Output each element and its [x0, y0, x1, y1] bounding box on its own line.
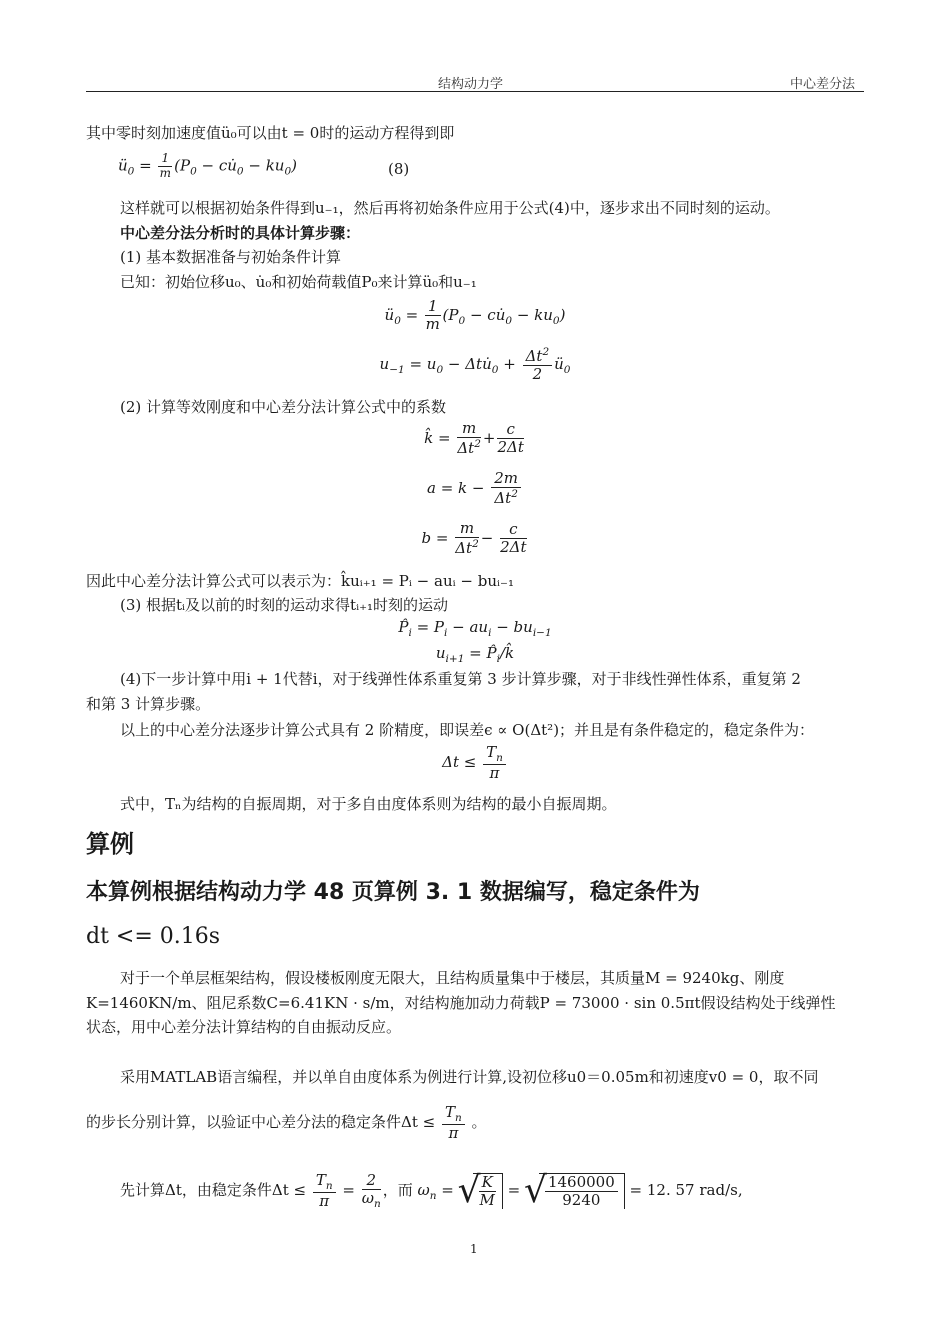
omega-value: = 12. 57 rad/s, — [629, 1181, 743, 1200]
fraction: $\frac{T_n}{\pi}$ — [442, 1104, 465, 1142]
text-line: 以上的中心差分法逐步计算公式具有 2 阶精度，即误差ϵ ∝ O(Δt²)；并且是有条件稳定的，稳定条件为： — [120, 721, 815, 739]
paragraph-line: 采用MATLAB语言编程，并以单自由度体系为例进行计算,设初位移u0＝0.05m和初速度v0 = 0，取不同 — [120, 1068, 819, 1086]
text-line: 这样就可以根据初始条件得到u₋₁，然后再将初始条件应用于公式(4)中，逐步求出不同时刻的运动。 — [120, 199, 780, 217]
equation-k-hat: k̂ = $\frac{m}{\Delta t^2}$ + $\frac{c}{2\Delta t}$ — [424, 419, 524, 458]
equation-8: $ü_0$ = $\frac{1}{m}$ ($P_0$ − $cu̇_0 - ku_0$) — [118, 151, 298, 180]
equation-b: b = $\frac{m}{\Delta t^2}$ − $\frac{c}{2\Delta t}$ — [421, 519, 527, 558]
section-heading: 中心差分法分析时的具体计算步骤： — [120, 224, 361, 242]
text-line: 式中，Tₙ为结构的自振周期，对于多自由度体系则为结构的最小自振周期。 — [120, 795, 617, 813]
text-line: 其中零时刻加速度值ü₀可以由t = 0时的运动方程得到即 — [86, 124, 455, 142]
paragraph-line: 的步长分别计算，以验证中心差分法的稳定条件Δt ≤ $\frac{T_n}{\pi}$ 。 — [86, 1103, 487, 1143]
equation-u-next: $u_{i+1}$ = $P̂_i/k̂$ — [435, 644, 515, 665]
step-2: (2) 计算等效刚度和中心差分法计算公式中的系数 — [120, 398, 447, 416]
equation: $ü_0$ = $\frac{1}{m}$ ($P_0$ − $cu̇_0 - ku_0$) — [384, 297, 566, 334]
heading-example: 算例 — [86, 830, 134, 858]
header-title: 结构动力学 — [438, 77, 504, 92]
equation: $u_{-1} = u_0$ − $\Delta tu̇_0$ + $\frac{\Delta t^2}{2}$ $ü_0$ — [379, 346, 571, 384]
text-line: 因此中心差分法计算公式可以表示为：k̂uᵢ₊₁ = Pᵢ − auᵢ − buᵢ₋₁ — [86, 572, 514, 590]
text-fragment: 的步长分别计算，以验证中心差分法的稳定条件Δt ≤ — [86, 1113, 436, 1132]
equation-a: a = k − $\frac{2m}{\Delta t^2}$ — [0, 470, 950, 508]
header-section: 中心差分法 — [790, 77, 856, 92]
equation-number: (8) — [388, 160, 410, 178]
heading-subtitle: 本算例根据结构动力学 48 页算例 3. 1 数据编写，稳定条件为 — [86, 880, 700, 905]
stability-dt: dt <= 0.16s — [86, 924, 221, 949]
paragraph-line: K=1460KN/m、阻尼系数C=6.41KN · s/m，对结构施加动力荷载P = 73000 · sin 0.5πt假设结构处于线弹性 — [86, 994, 836, 1012]
text-fragment: 先计算Δt，由稳定条件Δt ≤ — [120, 1181, 307, 1200]
paragraph-line: 状态，用中心差分法计算结构的自由振动反应。 — [86, 1018, 402, 1036]
text-line: 和第 3 计算步骤。 — [86, 695, 211, 713]
header-rule — [86, 91, 864, 92]
step-1: (1) 基本数据准备与初始条件计算 — [120, 248, 342, 266]
step-3: (3) 根据tᵢ及以前的时刻的运动求得tᵢ₊₁时刻的运动 — [120, 596, 449, 614]
paragraph-line: 先计算Δt，由稳定条件Δt ≤ $\frac{T_n}{\pi}$ = $\frac{2}{\omega_n}$ ，而 $\omega_n$ = √ $\frac{K}{M}$ = √ $\frac{1460000}{9240}$ = 12. 57 rad/s, — [120, 1172, 743, 1210]
text-line: 已知：初始位移u₀、u̇₀和初始荷载值P₀来计算ü₀和u₋₁ — [120, 273, 477, 291]
equation-p-hat: $P̂_i = P_i - au_i - bu_{i-1}$ — [398, 618, 552, 639]
stability-condition: Δt ≤ $\frac{T_n}{\pi}$ — [0, 744, 950, 782]
paragraph-line: 对于一个单层框架结构，假设楼板刚度无限大，且结构质量集中于楼层，其质量M = 9240kg、刚度 — [120, 969, 785, 987]
step-4: (4)下一步计算中用i + 1代替i，对于线弹性体系重复第 3 步计算步骤，对于非线性弹性体系，重复第 2 — [120, 670, 801, 688]
page-number: 1 — [470, 1242, 478, 1256]
